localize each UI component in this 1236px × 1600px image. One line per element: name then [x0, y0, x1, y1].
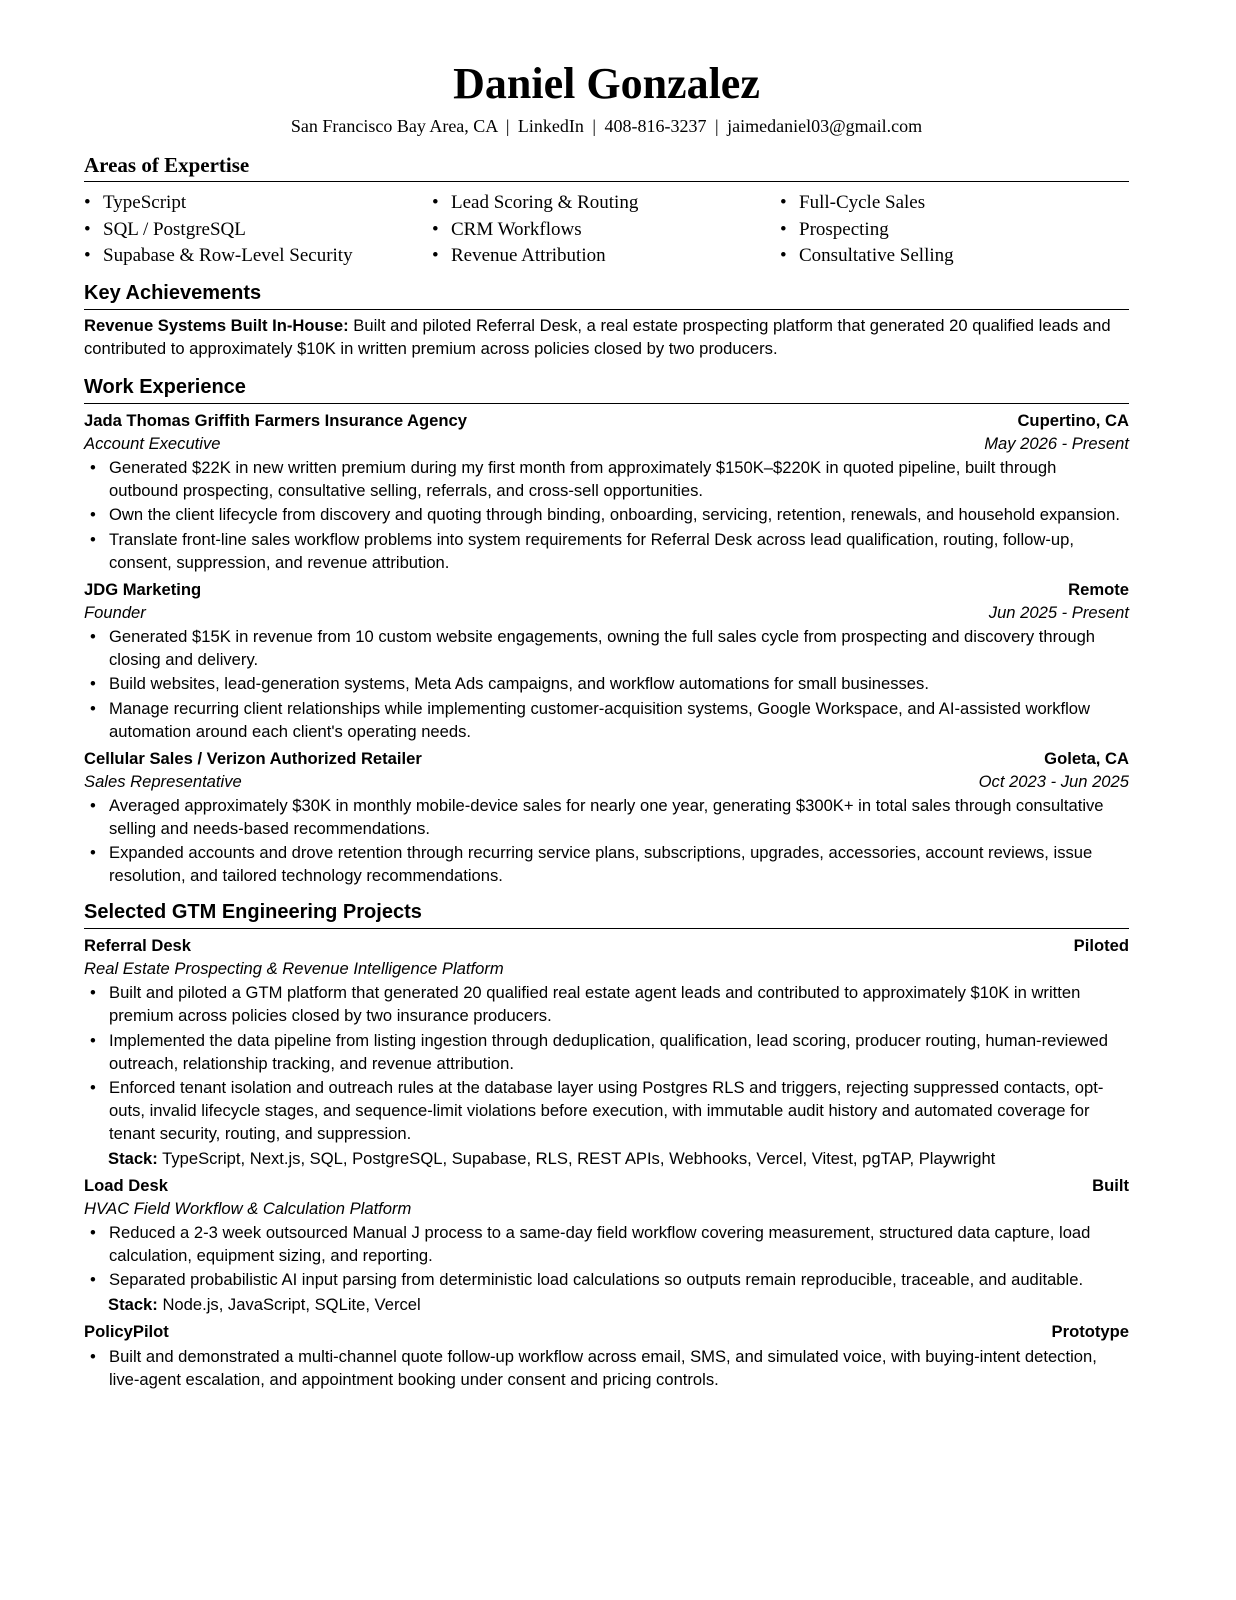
job-entry — [84, 578, 1129, 743]
job-dates: Jun 2025 - Present — [988, 602, 1129, 622]
job-role: Founder — [84, 602, 146, 622]
job-company: Cellular Sales / Verizon Authorized Retailer — [84, 748, 422, 768]
job-bullet: • Own the client lifecycle from discovery and quoting through binding, onboarding, servicing, retention, renewals, and household expansion. — [84, 503, 1129, 526]
job-header — [84, 578, 1129, 602]
expertise-column — [432, 190, 780, 270]
project-name: PolicyPilot — [84, 1321, 169, 1341]
project-status: Prototype — [1051, 1321, 1129, 1341]
contact-email: jaimedaniel03@gmail.com — [727, 116, 923, 136]
project-entry — [84, 1320, 1129, 1391]
job-entry — [84, 747, 1129, 888]
project-entry — [84, 1174, 1129, 1317]
project-name: Referral Desk — [84, 936, 192, 955]
job-header — [84, 747, 1129, 771]
job-dates: May 2026 - Present — [984, 433, 1129, 453]
project-subtitle: HVAC Field Workflow & Calculation Platform — [84, 1198, 412, 1218]
expertise-column — [780, 190, 1080, 270]
expertise-column — [84, 190, 432, 270]
achievement-paragraph — [84, 314, 1129, 360]
expertise-item: • Consultative Selling — [780, 243, 1080, 270]
project-bullets — [84, 981, 1129, 1145]
job-bullet: • Generated $22K in new written premium during my first month from approximately $150K–$220K in quoted pipeline, built through outbound prospecting, consultative selling, referrals, and cross-sell opportunities. — [84, 456, 1129, 502]
contact-phone: 408-816-3237 — [604, 116, 707, 136]
stack-text: Node.js, JavaScript, SQLite, Vercel — [162, 1294, 421, 1314]
achievement-text: Built and piloted Referral Desk, a real estate prospecting platform that generated 20 qualified leads and contributed to approximately $10K in written premium across policies closed by two producers. — [84, 315, 1111, 358]
project-subtitle-row — [84, 958, 1129, 980]
expertise-item: • Prospecting — [780, 217, 1080, 244]
job-location: Goleta, CA — [1044, 748, 1129, 768]
contact-location: San Francisco Bay Area, CA — [290, 116, 498, 136]
expertise-item: • SQL / PostgreSQL — [84, 217, 432, 244]
expertise-item: • Revenue Attribution — [432, 243, 780, 270]
project-bullet: • Implemented the data pipeline from listing ingestion through deduplication, qualification, lead scoring, producer routing, human-reviewed outreach, relationship tracking, and revenue attribution. — [84, 1029, 1129, 1075]
job-dates: Oct 2023 - Jun 2025 — [978, 771, 1129, 791]
project-stack — [84, 1293, 1129, 1317]
job-bullets — [84, 456, 1129, 574]
stack-label: Stack: — [108, 1294, 158, 1314]
project-bullet: • Built and demonstrated a multi-channel quote follow-up workflow across email, SMS, and simulated voice, with buying-intent detection, live-agent escalation, and appointment booking under consent and pricing controls. — [84, 1345, 1129, 1391]
section-title-projects: Selected GTM Engineering Projects — [84, 899, 1129, 929]
expertise-item: • TypeScript — [84, 190, 432, 217]
project-header — [84, 1320, 1129, 1344]
contact-separator: | — [505, 116, 510, 136]
expertise-item: • Lead Scoring & Routing — [432, 190, 780, 217]
expertise-item: • Supabase & Row-Level Security — [84, 243, 432, 270]
project-status: Piloted — [1073, 936, 1129, 955]
project-bullet: • Separated probabilistic AI input parsing from deterministic load calculations so outputs remain reproducible, traceable, and auditable. — [84, 1268, 1129, 1291]
job-bullet: • Expanded accounts and drove retention through recurring service plans, subscriptions, upgrades, accessories, account reviews, issue resolution, and tailored technology recommendations. — [84, 841, 1129, 887]
project-bullets — [84, 1221, 1129, 1292]
section-title-achievements: Key Achievements — [84, 280, 1129, 310]
job-role: Account Executive — [84, 433, 221, 453]
project-entry — [84, 934, 1129, 1171]
job-subheader — [84, 771, 1129, 793]
job-subheader — [84, 433, 1129, 455]
job-bullet: • Averaged approximately $30K in monthly mobile-device sales for nearly one year, generating $300K+ in total sales through consultative selling and needs-based recommendations. — [84, 794, 1129, 840]
contact-linkedin-link[interactable]: LinkedIn — [517, 116, 584, 136]
job-header — [84, 409, 1129, 433]
section-title-expertise: Areas of Expertise — [84, 152, 1129, 182]
project-bullets — [84, 1345, 1129, 1391]
job-location: Cupertino, CA — [1017, 410, 1129, 430]
project-header — [84, 1174, 1129, 1198]
job-bullets — [84, 625, 1129, 743]
project-subtitle-row — [84, 1198, 1129, 1220]
job-role: Sales Representative — [84, 771, 242, 791]
job-bullets — [84, 794, 1129, 888]
job-entry — [84, 409, 1129, 574]
expertise-list — [84, 190, 1129, 270]
project-header — [84, 934, 1129, 958]
job-location: Remote — [1068, 579, 1129, 599]
expertise-item: • CRM Workflows — [432, 217, 780, 244]
project-subtitle: Real Estate Prospecting & Revenue Intelligence Platform — [84, 959, 504, 978]
achievement-label: Revenue Systems Built In-House: — [84, 315, 349, 335]
job-bullet: • Translate front-line sales workflow problems into system requirements for Referral Desk across lead qualification, routing, follow-up, consent, suppression, and revenue attribution. — [84, 528, 1129, 574]
job-bullet: • Build websites, lead-generation systems, Meta Ads campaigns, and workflow automations for small businesses. — [84, 672, 1129, 695]
project-status: Built — [1092, 1175, 1129, 1195]
project-stack — [84, 1147, 1129, 1171]
candidate-name: Daniel Gonzalez — [453, 59, 760, 108]
project-bullet: • Built and piloted a GTM platform that generated 20 qualified real estate agent leads and contributed to approximately $10K in written premium across policies closed by two insurance producers. — [84, 981, 1129, 1027]
job-subheader — [84, 602, 1129, 624]
stack-label: Stack: — [108, 1148, 158, 1168]
project-name: Load Desk — [84, 1175, 168, 1195]
project-bullet: • Reduced a 2-3 week outsourced Manual J process to a same-day field workflow covering measurement, structured data capture, load calculation, equipment sizing, and reporting. — [84, 1221, 1129, 1267]
job-company: JDG Marketing — [84, 579, 202, 599]
contact-separator: | — [592, 116, 597, 136]
contact-separator: | — [715, 116, 719, 136]
contact-line — [84, 114, 1129, 138]
job-bullet: • Generated $15K in revenue from 10 custom website engagements, owning the full sales cycle from prospecting and discovery through closing and delivery. — [84, 625, 1129, 671]
section-title-experience: Work Experience — [84, 374, 1129, 404]
stack-text: TypeScript, Next.js, SQL, PostgreSQL, Supabase, RLS, REST APIs, Webhooks, Vercel, Vitest, pgTAP, Playwright — [162, 1148, 996, 1168]
project-bullet: • Enforced tenant isolation and outreach rules at the database layer using Postgres RLS and triggers, rejecting suppressed contacts, opt-outs, invalid lifecycle stages, and sequence-limit violations before execution, with immutable audit history and automated coverage for tenant security, routing, and suppression. — [84, 1076, 1129, 1145]
job-bullet: • Manage recurring client relationships while implementing customer-acquisition systems, Google Workspace, and AI-assisted workflow automation around each client's operating needs. — [84, 697, 1129, 743]
job-company: Jada Thomas Griffith Farmers Insurance Agency — [84, 410, 468, 430]
expertise-item: • Full-Cycle Sales — [780, 190, 1080, 217]
